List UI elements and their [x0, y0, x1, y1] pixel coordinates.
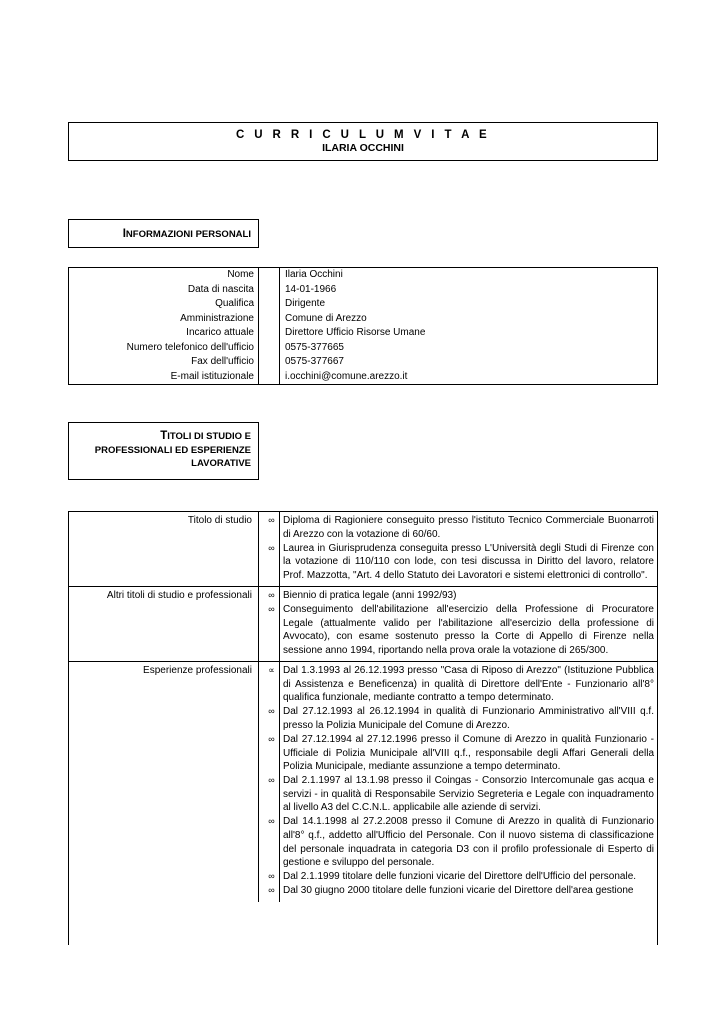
- list-item: ∞ Dal 14.1.1998 al 27.2.2008 presso il Comune di Arezzo in qualità di Funzionario all'8° q.f., addetto all'Ufficio del Personale. Con il nuovo sistema di classificazione del personale inquadrata in categoria D3 con il profilo professionale di Esperto di gestione e sviluppo del personale.: [280, 815, 657, 869]
- list-item: ∞ Dal 2.1.1997 al 13.1.98 presso il Coingas - Consorzio Intercomunale gas acqua e servizi - in qualità di Responsabile Servizio Segreteria e Legale con inquadramento al livello A3 del C.C.N.L. applicabile alle aziende di servizi.: [280, 774, 657, 815]
- section-header-text: ITOLI DI STUDIO E: [167, 431, 251, 442]
- row-label: Fax dell'ufficio: [69, 355, 259, 370]
- list-item: ∞ Laurea in Giurisprudenza conseguita presso L'Università degli Studi di Firenze con la votazione di 110/110 con lode, con tesi discussa in Diritto del lavoro, relatore Prof. Mazzotta, "Art. 4 dello Statuto dei Lavoratori e sistemi elettronici di controllo".: [280, 542, 657, 583]
- table-row: [69, 662, 657, 902]
- row-label: Altri titoli di studio e professionali: [69, 587, 259, 661]
- table-row: [69, 512, 657, 587]
- row-value: Dirigente: [285, 298, 326, 309]
- row-label: E-mail istituzionale: [69, 370, 259, 385]
- row-value: Direttore Ufficio Risorse Umane: [285, 327, 426, 338]
- bullet-icon: ∞: [268, 871, 275, 882]
- bullet-icon: ∞: [268, 604, 275, 615]
- bullet-icon: ∝: [268, 664, 275, 675]
- personal-info-table: [68, 267, 658, 385]
- section-header-text: PROFESSIONALI ED ESPERIENZE: [94, 444, 251, 456]
- bullet-icon: ∞: [268, 542, 275, 553]
- list-item: ∞ Dal 27.12.1994 al 27.12.1996 presso il Comune di Arezzo in qualità Funzionario - Ufficiale di Polizia Municipale all'VIII q.f., responsabile degli Affari Generali della Polizia Municipale, mediante assunzione a tempo determinato.: [280, 733, 657, 774]
- row-value: Comune di Arezzo: [285, 312, 367, 324]
- row-label: Esperienze professionali: [69, 662, 259, 902]
- section-header-personal-info: [68, 219, 259, 248]
- bullet-icon: ∞: [268, 733, 275, 744]
- list-item: ∞ Dal 27.12.1993 al 26.12.1994 in qualità di Funzionario Amministrativo all'VIII q.f. presso la Polizia Municipale del Comune di Arezzo.: [280, 705, 657, 732]
- table-row: [69, 326, 657, 341]
- list-item: ∞ Diploma di Ragioniere conseguito presso l'istituto Tecnico Commerciale Buonarroti di Arezzo con la votazione di 60/60.: [280, 514, 657, 541]
- section-header-initial: I: [122, 228, 126, 240]
- list-item: ∝ Dal 1.3.1993 al 26.12.1993 presso "Casa di Riposo di Arezzo" (Istituzione Pubblica di Assistenza e Beneficenza) in qualità di Direttore dell'Ente - Funzionario all'8° qualifica funzionale, mediante contratto a tempo determinato.: [280, 664, 657, 705]
- row-label: Amministrazione: [69, 312, 259, 327]
- section-header-education-experience: [68, 422, 259, 480]
- row-label: Incarico attuale: [69, 326, 259, 341]
- bullet-icon: ∞: [268, 816, 275, 827]
- bullet-icon: ∞: [268, 775, 275, 786]
- row-value: i.occhini@comune.arezzo.it: [285, 370, 408, 382]
- list-item: ∞ Dal 2.1.1999 titolare delle funzioni vicarie del Direttore dell'Ufficio del personale.: [280, 870, 657, 884]
- row-value: 0575-377665: [285, 341, 344, 353]
- list-item: ∞ Conseguimento dell'abilitazione all'esercizio della Professione di Procuratore Legale (attualmente valido per l'abilitazione all'esercizio della professione di Avvocato), con esame sostenuto presso la Corte di Appello di Firenze nella sessione anno 1994, riportando nella prova orale la votazione di 265/300.: [280, 603, 657, 657]
- table-row: [69, 370, 657, 385]
- table-row: [69, 355, 657, 370]
- table-row: [69, 587, 657, 662]
- row-value: Ilaria Occhini: [285, 269, 343, 280]
- bullet-icon: ∞: [268, 706, 275, 717]
- document-title: C U R R I C U L U M V I T A E: [235, 129, 491, 141]
- section-header-text: LAVORATIVE: [191, 458, 251, 469]
- table-row: [69, 268, 657, 283]
- row-label: Titolo di studio: [69, 512, 259, 586]
- row-label: Nome: [69, 268, 259, 283]
- row-value: 0575-377667: [285, 356, 344, 367]
- education-experience-table: [68, 511, 658, 945]
- table-row: [69, 341, 657, 356]
- section-header-initial: T: [160, 430, 168, 442]
- bullet-icon: ∞: [268, 515, 275, 525]
- table-row: [69, 283, 657, 298]
- list-item: ∞ Dal 30 giugno 2000 titolare delle funzioni vicarie del Direttore dell'area gestione: [280, 884, 657, 898]
- table-row: [69, 312, 657, 327]
- bullet-icon: ∞: [268, 885, 275, 896]
- table-row: [69, 297, 657, 312]
- list-item: ∞ Biennio di pratica legale (anni 1992/93): [280, 589, 657, 603]
- row-value: 14-01-1966: [285, 283, 337, 295]
- row-label: Qualifica: [69, 297, 259, 312]
- section-header-text: NFORMAZIONI PERSONALI: [125, 229, 251, 240]
- person-name-heading: ILARIA OCCHINI: [322, 142, 404, 154]
- bullet-icon: ∞: [268, 589, 275, 600]
- row-label: Numero telefonico dell'ufficio: [69, 341, 259, 356]
- cv-title-box: [68, 122, 658, 161]
- row-label: Data di nascita: [69, 283, 259, 298]
